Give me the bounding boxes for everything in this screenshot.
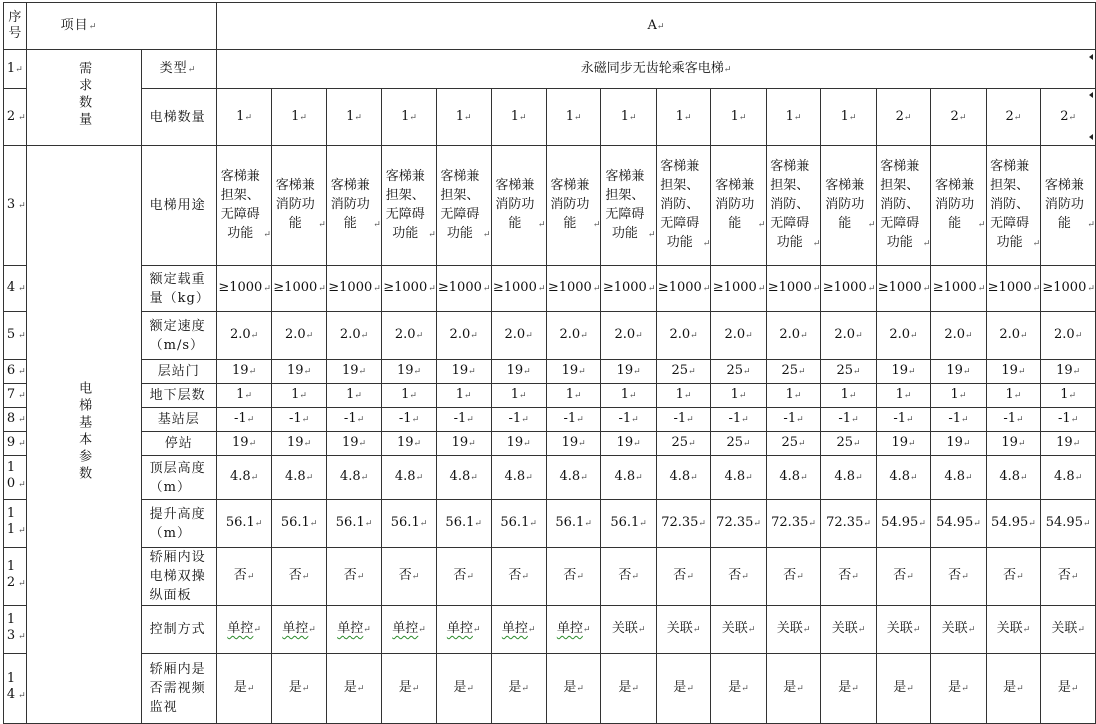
value-cell: ≥1000↵ [382, 266, 437, 312]
value-cell: 是↵ [216, 654, 271, 724]
value-cell: 1↵ [546, 384, 601, 408]
value-cell: 否↵ [491, 548, 546, 606]
value-cell: 单控↵ [436, 606, 491, 654]
value-cell: 25↵ [766, 360, 821, 384]
value-cell: 2↵ [931, 89, 986, 146]
value-cell: 56.1↵ [546, 500, 601, 548]
value-cell: 1↵ [876, 384, 931, 408]
value-cell: 19↵ [216, 360, 271, 384]
value-cell: 客梯兼担架、消防、无障碍功能 ↵ [656, 146, 711, 266]
value-cell: 2.0↵ [436, 312, 491, 360]
value-cell: 1↵ [821, 384, 876, 408]
value-cell: 1↵ [272, 384, 327, 408]
row-label: 额定速度（m/s） [141, 312, 216, 360]
value-cell: 客梯兼消防功能 ↵ [931, 146, 986, 266]
value-cell: 客梯兼消防功能 ↵ [326, 146, 381, 266]
value-cell: 是↵ [272, 654, 327, 724]
row-seq: 6 ↵ [4, 360, 27, 384]
value-cell: 4.8↵ [491, 456, 546, 500]
value-cell: 否↵ [711, 548, 766, 606]
value-cell: 1↵ [326, 89, 381, 146]
value-cell: 2.0↵ [601, 312, 656, 360]
value-cell: 2.0↵ [656, 312, 711, 360]
value-cell: 客梯兼担架、消防、无障碍功能 ↵ [986, 146, 1041, 266]
value-cell: 是↵ [1041, 654, 1096, 724]
row-label: 电梯数量 [141, 89, 216, 146]
value-cell: 1↵ [601, 384, 656, 408]
value-cell: 是↵ [821, 654, 876, 724]
value-cell: ≥1000↵ [986, 266, 1041, 312]
value-cell: 客梯兼消防功能 ↵ [711, 146, 766, 266]
value-cell: 单控↵ [216, 606, 271, 654]
value-cell: 25↵ [766, 432, 821, 456]
value-cell: 2.0↵ [711, 312, 766, 360]
value-cell: 2.0↵ [1041, 312, 1096, 360]
table-row [4, 312, 1096, 360]
value-cell: ≥1000↵ [821, 266, 876, 312]
value-cell: 19↵ [216, 432, 271, 456]
value-cell: 关联↵ [711, 606, 766, 654]
value-cell: 72.35↵ [821, 500, 876, 548]
value-cell: 单控↵ [272, 606, 327, 654]
value-cell: 25↵ [656, 432, 711, 456]
value-cell: -1↵ [601, 408, 656, 432]
value-cell: 否↵ [986, 548, 1041, 606]
value-cell: 19↵ [986, 360, 1041, 384]
value-cell: 4.8↵ [436, 456, 491, 500]
value-cell: 否↵ [272, 548, 327, 606]
value-cell: 1↵ [272, 89, 327, 146]
value-cell: 2.0↵ [491, 312, 546, 360]
value-cell: 4.8↵ [1041, 456, 1096, 500]
value-cell: -1↵ [821, 408, 876, 432]
value-cell: 19↵ [272, 360, 327, 384]
value-cell: 2.0↵ [272, 312, 327, 360]
value-cell: 2.0↵ [546, 312, 601, 360]
value-cell: 2↵ [876, 89, 931, 146]
value-cell: 54.95↵ [876, 500, 931, 548]
row-end-marker [1089, 134, 1093, 140]
table-row [4, 456, 1096, 500]
value-cell: 客梯兼消防功能 ↵ [272, 146, 327, 266]
value-cell: 2↵ [1041, 89, 1096, 146]
value-cell: 客梯兼消防功能 ↵ [546, 146, 601, 266]
value-cell: 关联↵ [766, 606, 821, 654]
value-cell: 1↵ [656, 384, 711, 408]
value-cell: 54.95↵ [986, 500, 1041, 548]
value-cell: 19↵ [491, 360, 546, 384]
value-cell: 4.8↵ [601, 456, 656, 500]
value-cell: 关联↵ [931, 606, 986, 654]
row-seq: 14 ↵ [4, 654, 27, 724]
row-seq: 13 ↵ [4, 606, 27, 654]
value-cell: -1↵ [216, 408, 271, 432]
value-cell: 客梯兼担架、无障碍功能 ↵ [436, 146, 491, 266]
value-cell: 19↵ [931, 432, 986, 456]
row-label: 地下层数 [141, 384, 216, 408]
row-end-marker [1089, 92, 1093, 98]
value-cell: 1↵ [656, 89, 711, 146]
value-cell: 19↵ [326, 432, 381, 456]
table-row [4, 654, 1096, 724]
header-row [4, 3, 1096, 50]
value-cell: 是↵ [986, 654, 1041, 724]
value-cell: 72.35↵ [656, 500, 711, 548]
value-cell: 19↵ [491, 432, 546, 456]
type-row [4, 50, 1096, 89]
value-cell: 1↵ [711, 384, 766, 408]
value-cell: 1↵ [766, 384, 821, 408]
value-cell: ≥1000↵ [876, 266, 931, 312]
table-row [4, 432, 1096, 456]
value-cell: 19↵ [601, 360, 656, 384]
row-seq: 5 ↵ [4, 312, 27, 360]
table-row [4, 266, 1096, 312]
value-cell: 关联↵ [876, 606, 931, 654]
value-cell: 4.8↵ [216, 456, 271, 500]
value-cell: 19↵ [931, 360, 986, 384]
value-cell: 56.1↵ [382, 500, 437, 548]
value-cell: 客梯兼担架、消防、无障碍功能 ↵ [766, 146, 821, 266]
value-cell: 否↵ [876, 548, 931, 606]
row-label: 提升高度（m） [141, 500, 216, 548]
row-seq: 1↵ [4, 50, 27, 89]
value-cell: 1↵ [931, 384, 986, 408]
value-cell: 25↵ [821, 360, 876, 384]
row-label: 控制方式 [141, 606, 216, 654]
table-row [4, 146, 1096, 266]
value-cell: 19↵ [382, 360, 437, 384]
value-cell: -1↵ [986, 408, 1041, 432]
row-label: 顶层高度（m） [141, 456, 216, 500]
value-cell: 1↵ [382, 384, 437, 408]
value-cell: 1↵ [546, 89, 601, 146]
value-cell: ≥1000↵ [1041, 266, 1096, 312]
type-value: 永磁同步无齿轮乘客电梯↵ [216, 50, 1095, 89]
value-cell: ≥1000↵ [656, 266, 711, 312]
value-cell: 1↵ [326, 384, 381, 408]
value-cell: ≥1000↵ [711, 266, 766, 312]
value-cell: 1↵ [436, 384, 491, 408]
value-cell: 单控↵ [491, 606, 546, 654]
value-cell: 54.95↵ [931, 500, 986, 548]
value-cell: 2.0↵ [216, 312, 271, 360]
row-label: 轿厢内是否需视频监视 [141, 654, 216, 724]
value-cell: 2.0↵ [382, 312, 437, 360]
value-cell: ≥1000↵ [491, 266, 546, 312]
row-label: 停站 [141, 432, 216, 456]
value-cell: ≥1000↵ [601, 266, 656, 312]
value-cell: 否↵ [766, 548, 821, 606]
value-cell: 关联↵ [1041, 606, 1096, 654]
table-row [4, 89, 1096, 146]
value-cell: 是↵ [546, 654, 601, 724]
value-cell: 56.1↵ [216, 500, 271, 548]
value-cell: 4.8↵ [876, 456, 931, 500]
value-cell: 2.0↵ [931, 312, 986, 360]
table-row [4, 408, 1096, 432]
row-seq: 11 ↵ [4, 500, 27, 548]
value-cell: 是↵ [491, 654, 546, 724]
table-row [4, 606, 1096, 654]
value-cell: 1↵ [821, 89, 876, 146]
value-cell: 19↵ [1041, 432, 1096, 456]
value-cell: ≥1000↵ [272, 266, 327, 312]
value-cell: 1↵ [601, 89, 656, 146]
value-cell: 客梯兼担架、无障碍功能 ↵ [216, 146, 271, 266]
value-cell: 客梯兼消防功能 ↵ [821, 146, 876, 266]
value-cell: -1↵ [656, 408, 711, 432]
value-cell: 4.8↵ [821, 456, 876, 500]
value-cell: 2.0↵ [326, 312, 381, 360]
value-cell: ≥1000↵ [326, 266, 381, 312]
value-cell: 1↵ [436, 89, 491, 146]
value-cell: 4.8↵ [766, 456, 821, 500]
value-cell: 2.0↵ [876, 312, 931, 360]
value-cell: 2.0↵ [986, 312, 1041, 360]
value-cell: 否↵ [382, 548, 437, 606]
row-label: 轿厢内设电梯双操纵面板 [141, 548, 216, 606]
value-cell: 否↵ [216, 548, 271, 606]
value-cell: ≥1000↵ [436, 266, 491, 312]
value-cell: 19↵ [436, 360, 491, 384]
value-cell: 19↵ [1041, 360, 1096, 384]
row-label: 类型↵ [141, 50, 216, 89]
value-cell: 是↵ [382, 654, 437, 724]
value-cell: 25↵ [711, 432, 766, 456]
value-cell: 4.8↵ [546, 456, 601, 500]
value-cell: 客梯兼担架、无障碍功能 ↵ [601, 146, 656, 266]
value-cell: 56.1↵ [436, 500, 491, 548]
value-cell: 1↵ [216, 384, 271, 408]
row-label: 基站层 [141, 408, 216, 432]
value-cell: 2.0↵ [821, 312, 876, 360]
value-cell: 72.35↵ [711, 500, 766, 548]
row-seq: 8 ↵ [4, 408, 27, 432]
value-cell: 25↵ [821, 432, 876, 456]
row-label: 层站门 [141, 360, 216, 384]
value-cell: 4.8↵ [382, 456, 437, 500]
value-cell: 是↵ [601, 654, 656, 724]
table-row [4, 500, 1096, 548]
row-seq: 9 ↵ [4, 432, 27, 456]
value-cell: 54.95↵ [1041, 500, 1096, 548]
value-cell: 单控↵ [326, 606, 381, 654]
row-end-marker [1089, 54, 1093, 60]
value-cell: 25↵ [711, 360, 766, 384]
value-cell: ≥1000↵ [931, 266, 986, 312]
value-cell: -1↵ [382, 408, 437, 432]
value-cell: 19↵ [326, 360, 381, 384]
value-cell: 关联↵ [601, 606, 656, 654]
value-cell: -1↵ [766, 408, 821, 432]
row-seq: 3 ↵ [4, 146, 27, 266]
value-cell: 4.8↵ [986, 456, 1041, 500]
value-cell: 是↵ [766, 654, 821, 724]
value-cell: 关联↵ [986, 606, 1041, 654]
value-cell: 72.35↵ [766, 500, 821, 548]
row-seq: 10 ↵ [4, 456, 27, 500]
row-seq: 12 ↵ [4, 548, 27, 606]
value-cell: 关联↵ [656, 606, 711, 654]
value-cell: -1↵ [546, 408, 601, 432]
value-cell: 是↵ [876, 654, 931, 724]
value-cell: 19↵ [876, 360, 931, 384]
value-cell: 56.1↵ [491, 500, 546, 548]
value-cell: 19↵ [601, 432, 656, 456]
value-cell: 客梯兼担架、无障碍功能 ↵ [382, 146, 437, 266]
value-header: A↵ [216, 3, 1095, 50]
value-cell: -1↵ [711, 408, 766, 432]
value-cell: 是↵ [711, 654, 766, 724]
value-cell: 单控↵ [382, 606, 437, 654]
seq-header: 序号 [4, 3, 27, 50]
value-cell: 19↵ [272, 432, 327, 456]
value-cell: 4.8↵ [272, 456, 327, 500]
value-cell: 1↵ [491, 89, 546, 146]
value-cell: 否↵ [1041, 548, 1096, 606]
value-cell: 否↵ [821, 548, 876, 606]
value-cell: 19↵ [382, 432, 437, 456]
value-cell: 1↵ [216, 89, 271, 146]
value-cell: 19↵ [546, 432, 601, 456]
value-cell: 否↵ [546, 548, 601, 606]
value-cell: -1↵ [931, 408, 986, 432]
value-cell: 否↵ [436, 548, 491, 606]
value-cell: 19↵ [986, 432, 1041, 456]
value-cell: 单控↵ [546, 606, 601, 654]
row-seq: 7 ↵ [4, 384, 27, 408]
value-cell: 1↵ [766, 89, 821, 146]
table-row [4, 360, 1096, 384]
value-cell: 是↵ [436, 654, 491, 724]
value-cell: 19↵ [546, 360, 601, 384]
row-seq: 4 ↵ [4, 266, 27, 312]
value-cell: 是↵ [656, 654, 711, 724]
value-cell: 2.0↵ [766, 312, 821, 360]
value-cell: 56.1↵ [601, 500, 656, 548]
demand-group-label: 需求数量 [26, 50, 141, 146]
value-cell: 1↵ [1041, 384, 1096, 408]
value-cell: 1↵ [986, 384, 1041, 408]
value-cell: 否↵ [601, 548, 656, 606]
value-cell: 否↵ [931, 548, 986, 606]
row-label: 电梯用途 [141, 146, 216, 266]
basic-params-group-label: 电梯基本参数 [26, 146, 141, 724]
item-header: 项目↵ [26, 3, 216, 50]
value-cell: 4.8↵ [931, 456, 986, 500]
row-seq: 2 ↵ [4, 89, 27, 146]
value-cell: 1↵ [711, 89, 766, 146]
value-cell: 1↵ [491, 384, 546, 408]
value-cell: ≥1000↵ [766, 266, 821, 312]
value-cell: ≥1000↵ [546, 266, 601, 312]
value-cell: 是↵ [931, 654, 986, 724]
table-body [4, 3, 1096, 724]
value-cell: 19↵ [876, 432, 931, 456]
value-cell: 4.8↵ [711, 456, 766, 500]
value-cell: 2↵ [986, 89, 1041, 146]
table-row [4, 384, 1096, 408]
value-cell: 56.1↵ [272, 500, 327, 548]
value-cell: 25↵ [656, 360, 711, 384]
value-cell: 客梯兼消防功能 ↵ [491, 146, 546, 266]
value-cell: ≥1000↵ [216, 266, 271, 312]
value-cell: 否↵ [326, 548, 381, 606]
value-cell: 关联↵ [821, 606, 876, 654]
value-cell: 是↵ [326, 654, 381, 724]
value-cell: -1↵ [491, 408, 546, 432]
value-cell: -1↵ [272, 408, 327, 432]
value-cell: 19↵ [436, 432, 491, 456]
value-cell: -1↵ [326, 408, 381, 432]
value-cell: -1↵ [876, 408, 931, 432]
table-row [4, 548, 1096, 606]
value-cell: 4.8↵ [326, 456, 381, 500]
value-cell: 1↵ [382, 89, 437, 146]
value-cell: -1↵ [436, 408, 491, 432]
elevator-spec-table [3, 2, 1096, 724]
value-cell: -1↵ [1041, 408, 1096, 432]
value-cell: 4.8↵ [656, 456, 711, 500]
value-cell: 56.1↵ [326, 500, 381, 548]
value-cell: 客梯兼担架、消防、无障碍功能 ↵ [876, 146, 931, 266]
row-label: 额定载重量（kg） [141, 266, 216, 312]
value-cell: 否↵ [656, 548, 711, 606]
value-cell: 客梯兼消防功能 ↵ [1041, 146, 1096, 266]
